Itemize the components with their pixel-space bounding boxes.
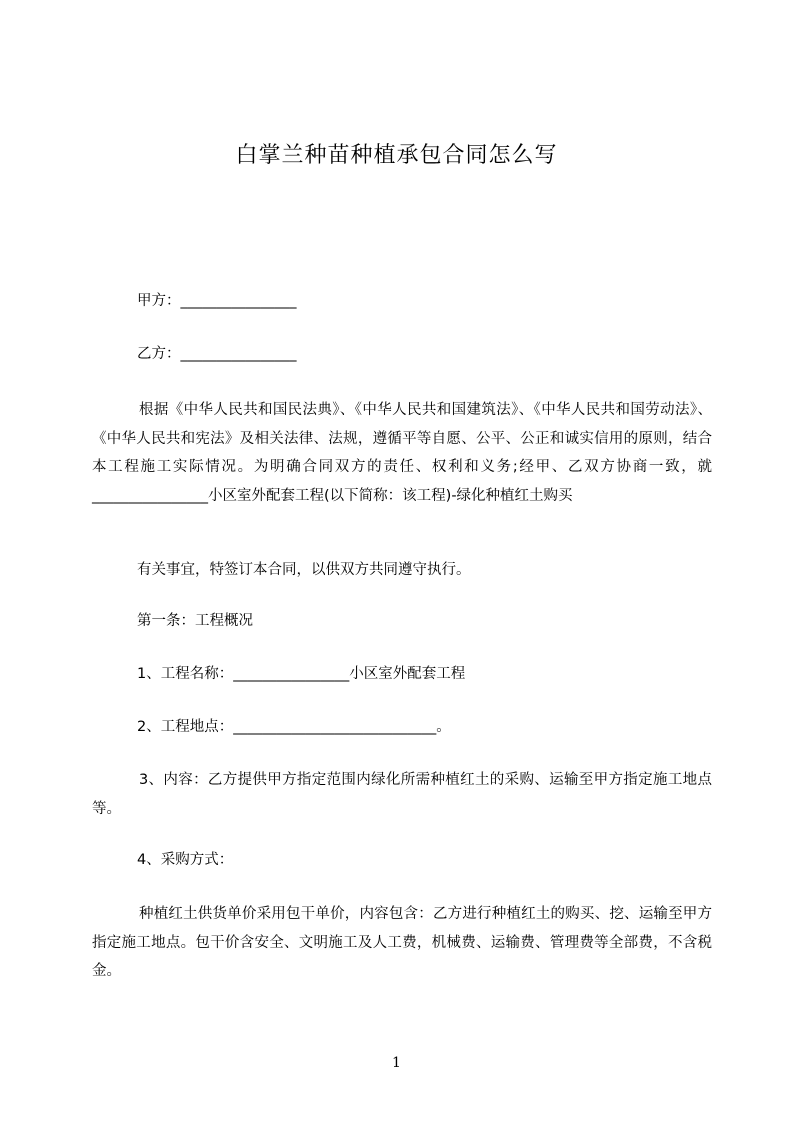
article-1-heading: 第一条：工程概况 — [137, 613, 253, 629]
item-project-name: 1、工程名称：________________小区室外配套工程 — [137, 666, 466, 682]
item-purchase-method: 4、采购方式： — [137, 852, 234, 868]
party-a-line: 甲方：________________ — [137, 293, 297, 309]
page-number: 1 — [392, 1055, 401, 1071]
item-project-location: 2、工程地点：____________________________。 — [137, 719, 451, 735]
purchase-paragraph: 种植红土供货单价采用包干单价，内容包含：乙方进行种植红土的购买、挖、运输至甲方指定施工地点。包干价含安全、文明施工及人工费，机械费、运输费、管理费等全部费，不含税金。 — [92, 906, 712, 979]
party-b-line: 乙方：________________ — [137, 346, 297, 362]
intro-paragraph: 根据《中华人民共和国民法典》、《中华人民共和国建筑法》、《中华人民共和国劳动法》、《中华人民共和宪法》及相关法律、法规，遵循平等自愿、公平、公正和诚实信用的原则，结合本工程施工实际情况。为明确合同双方的责任、权利和义务;经甲、乙双方协商一致，就________________小区室外配套工程(以下简称：该工程)-绿化种植红土购买 — [92, 402, 712, 504]
intro-continuation: 有关事宜，特签订本合同，以供双方共同遵守执行。 — [137, 562, 471, 578]
document-title: 白掌兰种苗种植承包合同怎么写 — [235, 143, 558, 168]
item-content: 3、内容：乙方提供甲方指定范围内绿化所需种植红土的采购、运输至甲方指定施工地点等。 — [92, 772, 712, 817]
